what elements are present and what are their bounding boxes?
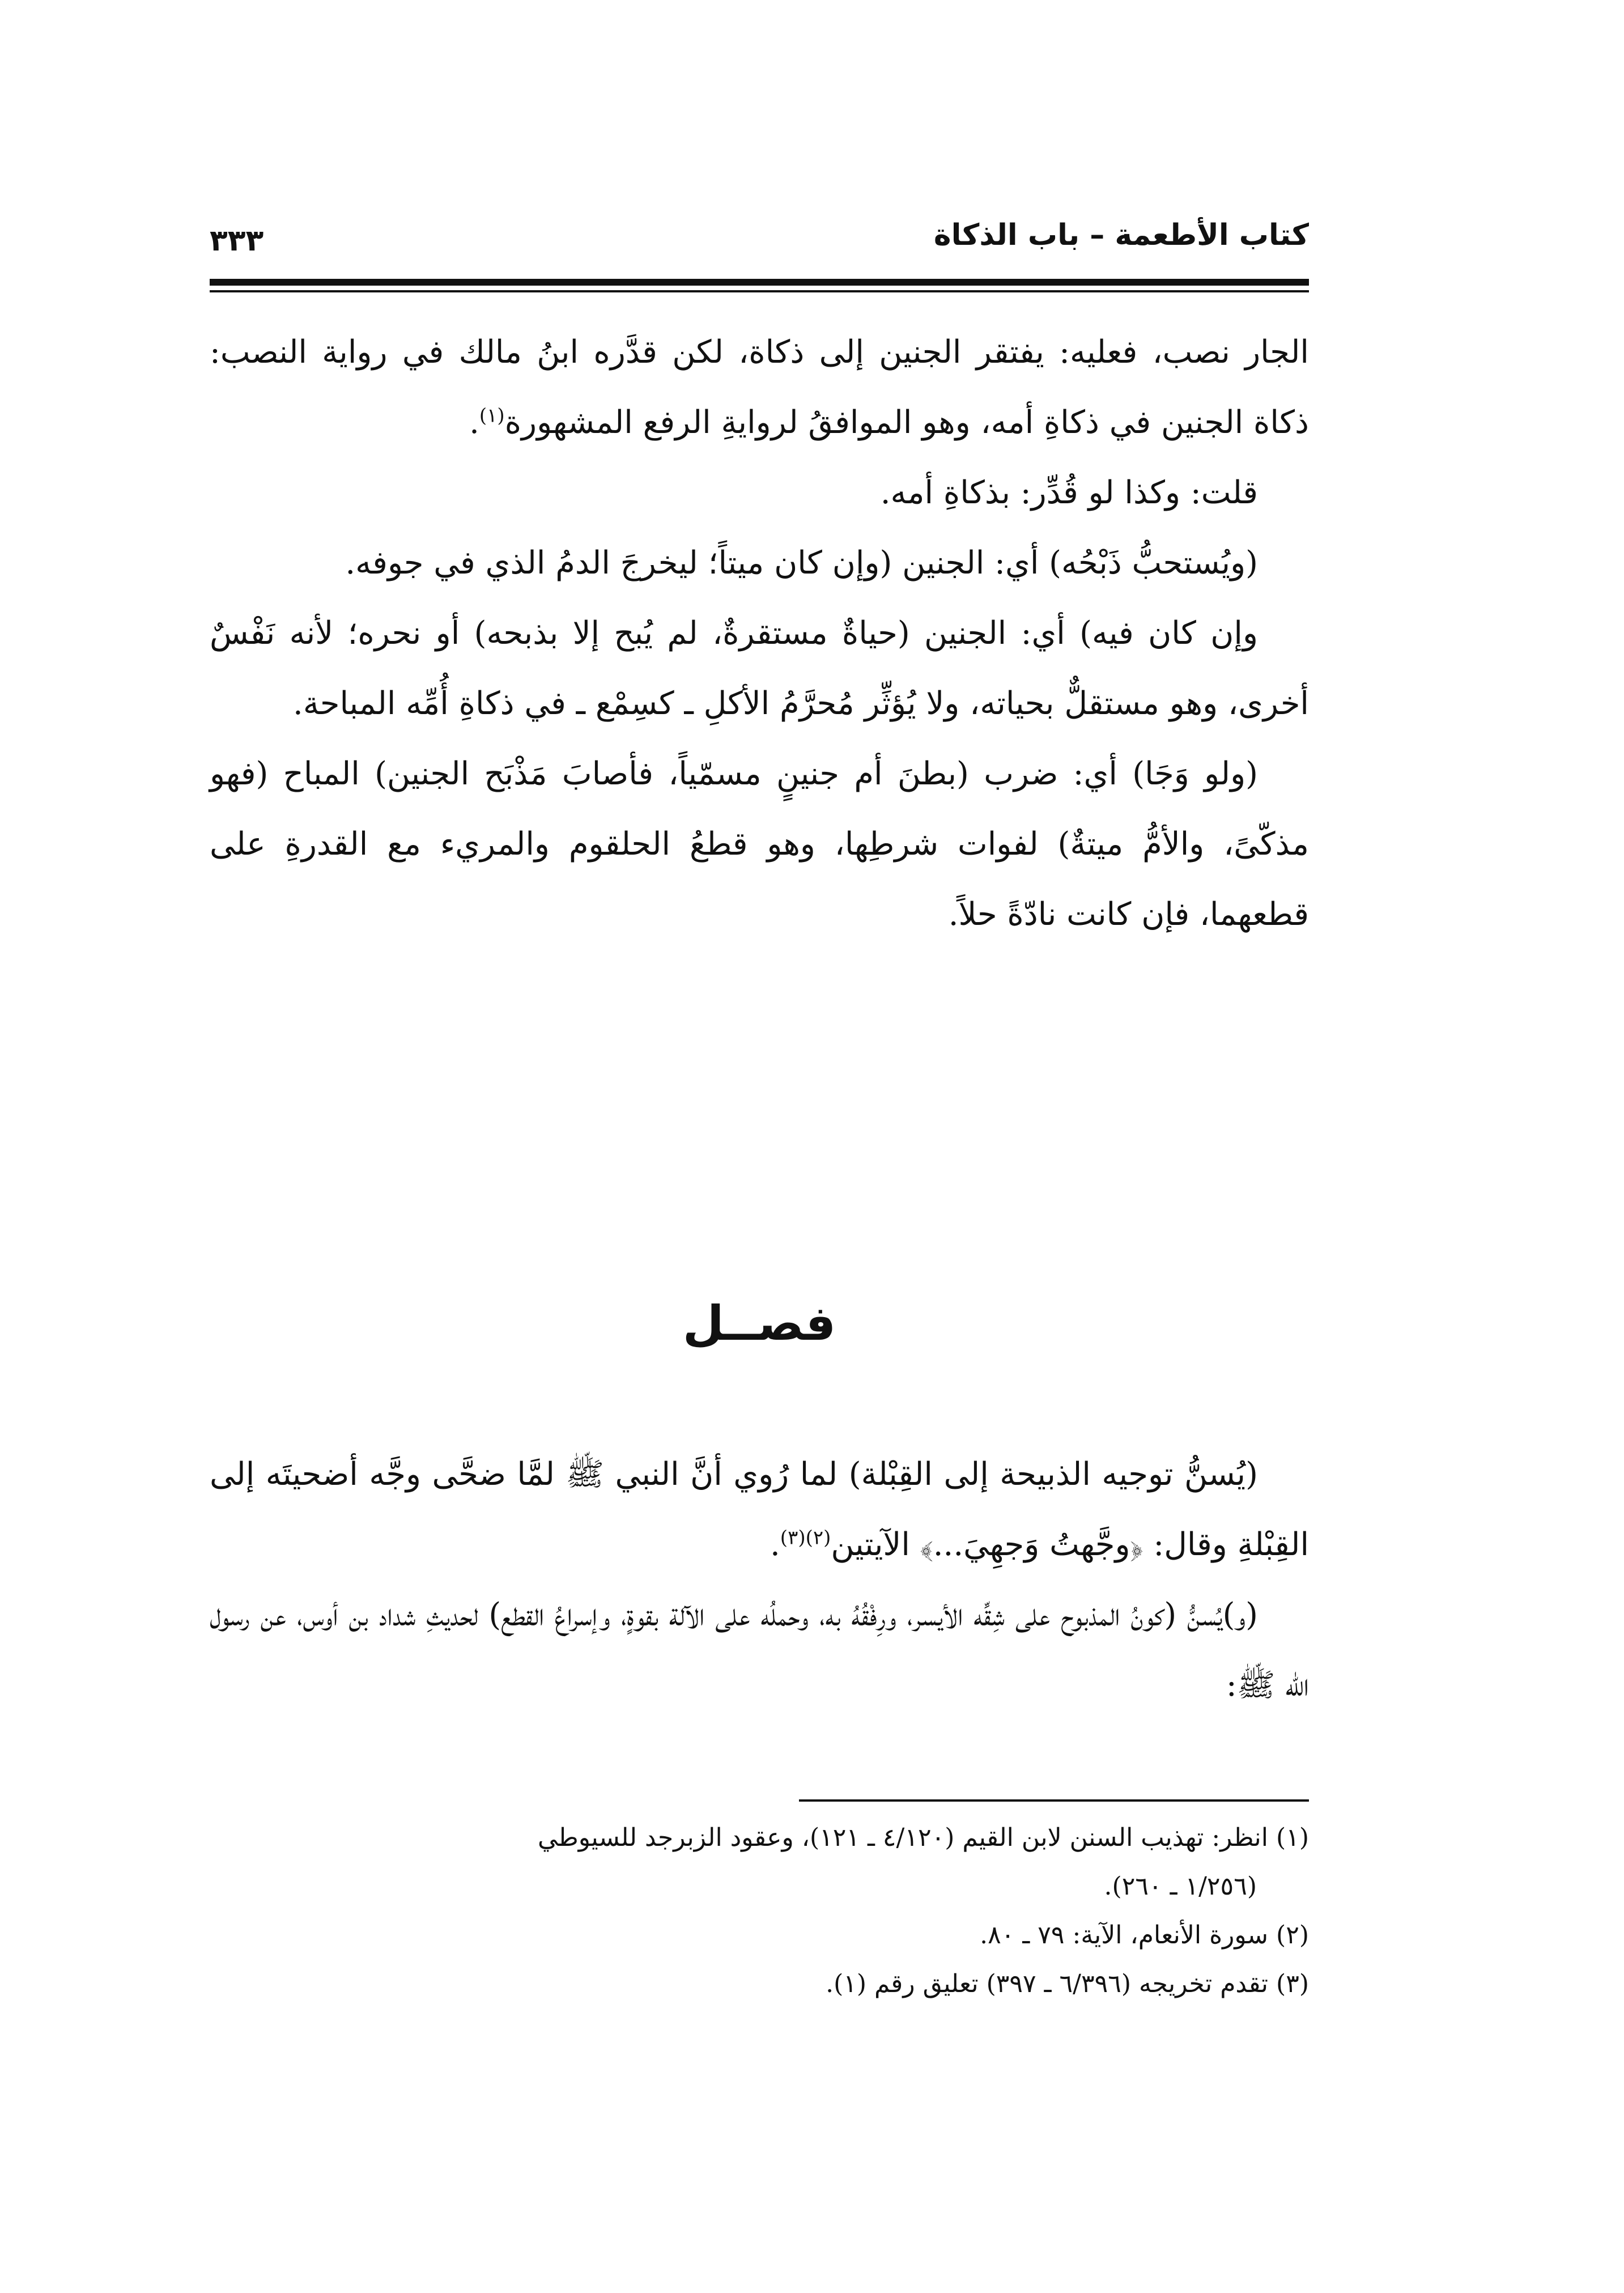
paragraph-4: وإن كان فيه) أي: الجنين (حياةٌ مستقرةٌ، لم يُبح إلا بذبحه) أو نحره؛ لأنه نَفْسٌ أخرى، وهو مستقلٌّ بحياته، ولا يُؤثِّر مُحرَّمُ الأكلِ ـ كسِمْع ـ في ذكاةِ أُمِّه المباحة. — [210, 615, 1309, 722]
section-paragraph-2: (و)يُسنُّ (كونُ المذبوح على شِقِّه الأيسر، ورِفْقُهُ به، وحملُه على الآلة بقوةٍ، وإسراعُ القطع) لحديثِ شداد بن أوس، عن رسول الله ﷺ: — [210, 1596, 1309, 1704]
footnote-ref-1: (١) — [479, 404, 505, 427]
footnote-ref-2-3: (٢)(٣) — [780, 1526, 831, 1549]
paragraph-3: (ويُستحبُّ ذَبْحُه) أي: الجنين (وإن كان ميتاً؛ ليخرجَ الدمُ الذي في جوفه. — [345, 545, 1258, 581]
paragraph-2: قلت: وكذا لو قُدِّر: بذكاةِ أمه. — [880, 474, 1258, 511]
chapter-title: كتاب الأطعمة – باب الذكاة — [933, 218, 1309, 252]
paragraph-1-text: الجار نصب، فعليه: يفتقر الجنين إلى ذكاة، لكن قدَّره ابنُ مالك في رواية النصب: ذكاة الجنين في ذكاةِ أمه، وهو الموافقُ لروايةِ الرفع المشهورة — [210, 334, 1309, 441]
section-heading: فصــل — [682, 1296, 836, 1351]
main-text — [210, 317, 1309, 950]
section-paragraph-1 — [210, 1440, 1309, 1580]
footnote-1-continued: (١/٢٥٦ ـ ٢٦٠). — [1104, 1872, 1257, 1901]
footnote-3: (٣) تقدم تخريجه (٦/٣٩٦ ـ ٣٩٧) تعليق رقم (١). — [826, 1969, 1309, 1998]
page-number: ٣٣٣ — [210, 224, 264, 258]
footnote-2: (٢) سورة الأنعام، الآية: ٧٩ ـ ٨٠. — [980, 1921, 1309, 1950]
section-paragraph-1-text: (يُسنُّ توجيه الذبيحة إلى القِبْلة) لما رُوي أنَّ النبي ﷺ لمَّا ضحَّى وجَّه أضحيتَه إلى القِبْلةِ وقال: ﴿وجَّهتُ وَجهِيَ...﴾ الآيتين — [210, 1456, 1309, 1563]
header-rule-thin — [210, 290, 1309, 292]
paragraph-5: (ولو وَجَا) أي: ضرب (بطنَ أم جنينٍ مسمّياً، فأصابَ مَذْبَح الجنين) المباح (فهو مذكّىً، والأمُّ ميتةٌ) لفوات شرطِها، وهو قطعُ الحلقوم والمريء مع القدرةِ على قطعهما، فإن كانت نادّةً حلاً. — [210, 755, 1309, 933]
footnote-1: (١) انظر: تهذيب السنن لابن القيم (٤/١٢٠ ـ ١٢١)، وعقود الزبرجد للسيوطي — [538, 1823, 1309, 1852]
paragraph-1 — [210, 317, 1309, 458]
footnote-separator — [799, 1799, 1309, 1802]
footnotes — [210, 1814, 1309, 2009]
header-rule-thick — [210, 279, 1309, 286]
running-header — [210, 210, 1309, 272]
section-text — [210, 1440, 1309, 1721]
paragraph-1-end: . — [469, 404, 479, 441]
section-paragraph-1-end: . — [770, 1526, 780, 1563]
